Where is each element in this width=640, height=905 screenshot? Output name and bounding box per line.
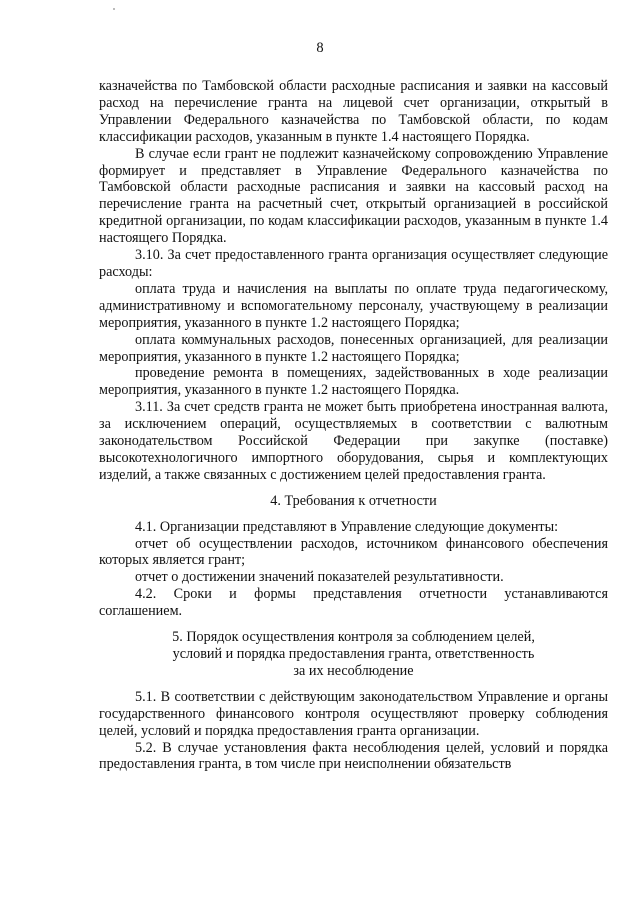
paragraph-4-2: 4.2. Сроки и формы представления отчетности устанавливаются соглашением. bbox=[99, 586, 608, 620]
paragraph-4-1: 4.1. Организации представляют в Управление следующие документы: bbox=[135, 518, 559, 535]
list-item: отчет об осуществлении расходов, источником финансового обеспечения которых является грант; bbox=[99, 535, 608, 569]
paragraph: казначейства по Тамбовской области расходные расписания и заявки на кассовый расход на перечисление гранта на лицевой счет организации, открытый в Управлении Федерального казначейства по Тамбовской области, по кодам классификации расходов, указанным в пункте 1.4 настоящего Порядка. bbox=[99, 78, 608, 145]
page-number: 8 bbox=[316, 40, 324, 56]
paragraph-5-2: 5.2. В случае установления факта несоблюдения целей, условий и порядка предоставления гранта, в том числе при неисполнении обязательств bbox=[99, 739, 608, 773]
scan-mark bbox=[113, 8, 115, 10]
paragraph-3-10: 3.10. За счет предоставленного гранта организация осуществляет следующие расходы: bbox=[99, 247, 608, 280]
list-item: оплата коммунальных расходов, понесенных организацией, для реализации мероприятия, указанного в пункте 1.2 настоящего Порядка; bbox=[99, 331, 608, 365]
paragraph: В случае если грант не подлежит казначейскому сопровождению Управление формирует и представляет в Управление Федерального казначейства по Тамбовской области расходные расписания и заявки на кассовый расход на перечисление гранта на расчетный счет, открытый организацией в российской кредитной организации, по кодам классификации расходов, указанным в пункте 1.4 настоящего Порядка. bbox=[99, 145, 608, 247]
heading-line: за их несоблюдение bbox=[293, 662, 414, 679]
section-heading-4: 4. Требования к отчетности bbox=[270, 492, 437, 509]
document-body bbox=[99, 78, 608, 773]
heading-line: 5. Порядок осуществления контроля за соблюдением целей, bbox=[172, 629, 535, 646]
paragraph-3-11: 3.11. За счет средств гранта не может быть приобретена иностранная валюта, за исключением операций, осуществляемых в соответствии с валютным законодательством Российской Федерации при закупке (поставке) высокотехнологичного импортного оборудования, сырья и комплектующих изделий, а также связанных с достижением целей предоставления гранта. bbox=[99, 399, 608, 483]
paragraph-5-1: 5.1. В соответствии с действующим законодательством Управление и органы государственного финансового контроля осуществляют проверку соблюдения целей, условий и порядка предоставления гранта организации. bbox=[99, 688, 608, 739]
heading-line: условий и порядка предоставления гранта, ответственность bbox=[172, 646, 535, 662]
list-item: оплата труда и начисления на выплаты по оплате труда педагогическому, административному и вспомогательному персоналу, участвующему в реализации мероприятия, указанного в пункте 1.2 настоящего Порядка; bbox=[99, 280, 608, 331]
list-item: отчет о достижении значений показателей результативности. bbox=[135, 569, 504, 586]
list-item: проведение ремонта в помещениях, задействованных в ходе реализации мероприятия, указанного в пункте 1.2 настоящего Порядка. bbox=[99, 365, 608, 399]
section-heading-5 bbox=[99, 629, 608, 680]
